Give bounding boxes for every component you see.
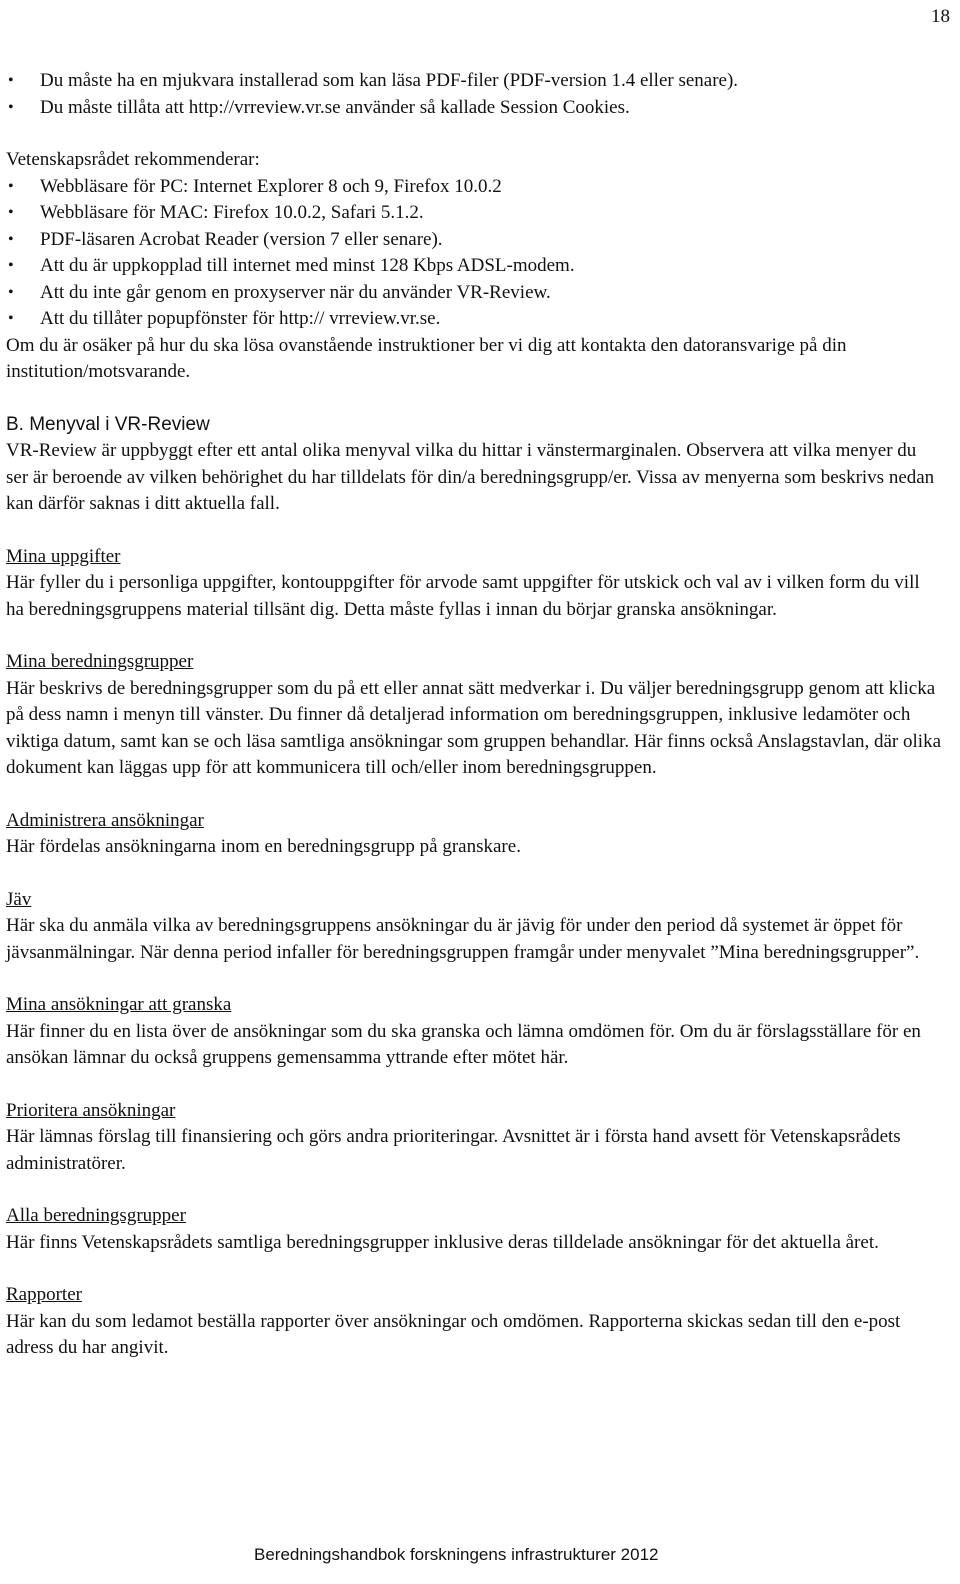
menu-section-prioritera-ansokningar	[6, 1098, 942, 1178]
menu-section-heading: Mina beredningsgrupper	[6, 651, 194, 672]
list-item: • Du måste tillåta att http://vrreview.vr.se använder så kallade Session Cookies.	[6, 95, 942, 122]
menu-section-text: Här fördelas ansökningarna inom en beredningsgrupp på granskare.	[6, 836, 521, 857]
page-content	[6, 68, 942, 1362]
menu-section-administrera-ansokningar	[6, 808, 942, 861]
menu-section-text: Här kan du som ledamot beställa rapporter över ansökningar och omdömen. Rapporterna skickas sedan till den e-post adress du har angivit.	[6, 1310, 901, 1358]
list-item: • Att du inte går genom en proxyserver när du använder VR-Review.	[6, 280, 942, 307]
contact-paragraph: Om du är osäker på hur du ska lösa ovanstående instruktioner ber vi dig att kontakta den datoransvarige på din institution/motsvarande.	[6, 334, 847, 382]
list-item: • Att du tillåter popupfönster för http:// vrreview.vr.se.	[6, 306, 942, 333]
recommend-heading: Vetenskapsrådet rekommenderar:	[6, 149, 260, 170]
menu-section-heading: Alla beredningsgrupper	[6, 1205, 186, 1226]
menu-section-alla-beredningsgrupper	[6, 1203, 942, 1256]
menu-section-heading: Prioritera ansökningar	[6, 1099, 176, 1121]
section-intro: VR-Review är uppbyggt efter ett antal olika menyval vilka du hittar i vänstermarginalen. Observera att vilka menyer du ser är beroende av vilken behörighet du har tilldelats för din/a beredningsgrupp/er. Vissa av menyerna som beskrivs nedan kan därför saknas i ditt aktuella fall.	[6, 440, 935, 514]
menu-section-text: Här lämnas förslag till finansiering och görs andra prioriteringar. Avsnittet är i första hand avsett för Vetenskapsrådets administratörer.	[6, 1126, 901, 1174]
menu-section-heading: Administrera ansökningar	[6, 809, 204, 831]
list-item: • PDF-läsaren Acrobat Reader (version 7 eller senare).	[6, 227, 942, 254]
recommend-list	[6, 174, 942, 333]
menu-section-text: Här finns Vetenskapsrådets samtliga beredningsgrupper inklusive deras tilldelade ansökningar för det aktuella året.	[6, 1231, 879, 1253]
menu-section-text: Här fyller du i personliga uppgifter, kontouppgifter för arvode samt uppgifter för utskick och val av i vilken form du vill ha beredningsgruppens material tillsänt dig. Detta måste fyllas i innan du börjar granska ansökningar.	[6, 572, 920, 620]
menu-section-text: Här finner du en lista över de ansökningar som du ska granska och lämna omdömen för. Om du är förslagsställare för en ansökan lämnar du också gruppens gemensamma yttrande efter mötet här.	[6, 1020, 921, 1068]
section-title: B. Menyval i VR-Review	[6, 413, 210, 435]
menu-section-heading: Rapporter	[6, 1284, 82, 1305]
menu-section-mina-ansokningar-att-granska	[6, 992, 942, 1072]
list-item: • Att du är uppkopplad till internet med minst 128 Kbps ADSL-modem.	[6, 253, 942, 280]
page-footer: Beredningshandbok forskningens infrastrukturer 2012	[254, 1545, 659, 1564]
page-number: 18	[931, 6, 950, 27]
menu-section-mina-uppgifter	[6, 544, 942, 624]
menu-section-rapporter	[6, 1282, 942, 1362]
list-item: • Du måste ha en mjukvara installerad som kan läsa PDF-filer (PDF-version 1.4 eller senare).	[6, 68, 942, 95]
menu-section-heading: Jäv	[6, 888, 32, 910]
menu-section-text: Här ska du anmäla vilka av beredningsgruppens ansökningar du är jävig för under den period då systemet är öppet för jävsanmälningar. När denna period infaller för beredningsgruppen framgår under menyvalet ”Mina beredningsgrupper”.	[6, 915, 920, 963]
list-item: • Webbläsare för PC: Internet Explorer 8 och 9, Firefox 10.0.2	[6, 174, 942, 201]
list-item: • Webbläsare för MAC: Firefox 10.0.2, Safari 5.1.2.	[6, 200, 942, 227]
menu-section-text: Här beskrivs de beredningsgrupper som du på ett eller annat sätt medverkar i. Du väljer beredningsgrupp genom att klicka på dess namn i menyn till vänster. Du finner då detaljerad information om beredningsgruppen, inklusive ledamöter och viktiga datum, samt kan se och läsa samtliga ansökningar som gruppen behandlar. Här finns också Anslagstavlan, där olika dokument kan läggas upp för att kommunicera till och/eller inom beredningsgruppen.	[6, 677, 941, 778]
menu-section-heading: Mina ansökningar att granska	[6, 994, 232, 1015]
requirements-list	[6, 68, 942, 121]
menu-section-jav	[6, 887, 942, 967]
menu-section-mina-beredningsgrupper	[6, 649, 942, 782]
menu-section-heading: Mina uppgifter	[6, 545, 121, 567]
